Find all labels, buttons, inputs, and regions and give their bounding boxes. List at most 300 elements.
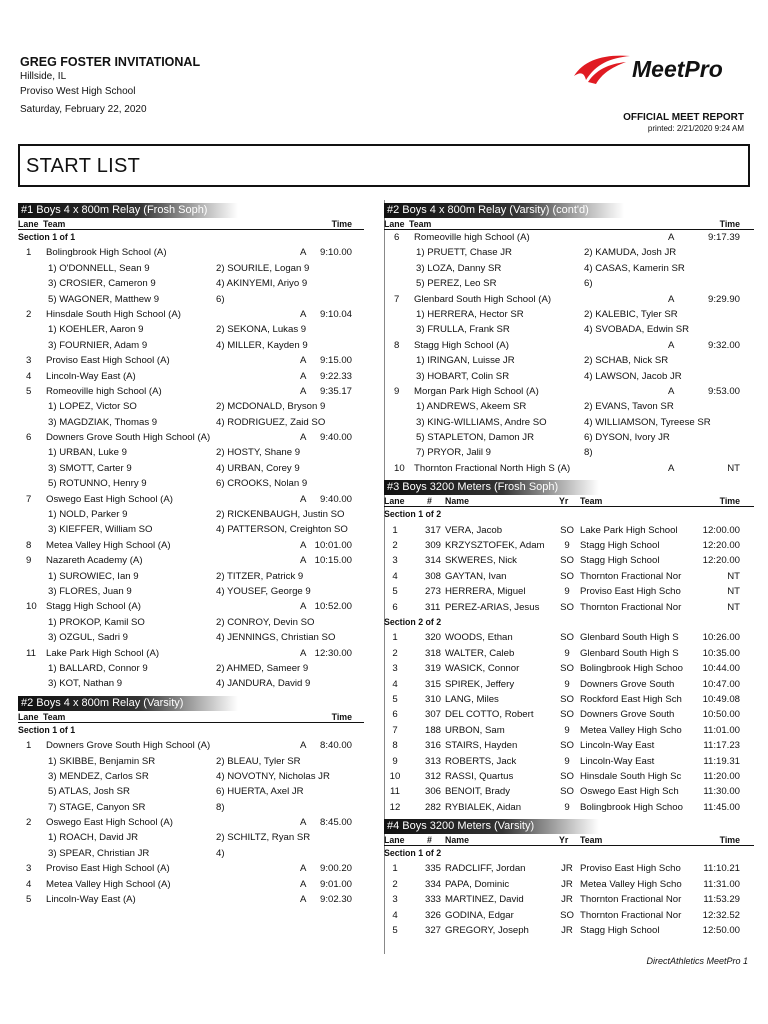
seed-time: 10:52.00 xyxy=(314,601,352,613)
athlete-left: 1) O'DONNELL, Sean 9 xyxy=(48,262,150,274)
athlete-name: BENOIT, Brady xyxy=(445,786,511,798)
col-team-header: Team xyxy=(580,835,603,846)
team-name: Hinsdale South High Sc xyxy=(580,770,682,782)
relay-letter: A xyxy=(300,647,307,659)
team-name: Proviso East High School (A) xyxy=(46,863,170,875)
athlete-name: RYBIALEK, Aidan xyxy=(445,801,522,813)
lane-number: 3 xyxy=(392,555,398,567)
athlete-right: 2) EVANS, Tavon SR xyxy=(584,401,674,413)
athlete-name: RASSI, Quartus xyxy=(445,770,514,782)
athlete-year: SO xyxy=(560,909,574,921)
bib-number: 309 xyxy=(425,540,442,552)
section-label xyxy=(18,723,364,738)
entry-row xyxy=(384,800,754,815)
relay-letter: A xyxy=(300,894,307,906)
athlete-left: 5) PEREZ, Leo SR xyxy=(416,278,497,290)
athlete-year: SO xyxy=(560,693,574,705)
athlete-row xyxy=(384,399,754,414)
seed-time: 12:32.52 xyxy=(702,909,740,921)
athlete-right: 2) SCHILTZ, Ryan SR xyxy=(216,832,311,844)
athlete-left: 5) WAGONER, Matthew 9 xyxy=(48,293,160,305)
seed-time: 9:17.39 xyxy=(707,232,740,243)
event-header: #2 Boys 4 x 800m Relay (Varsity) (cont'd) xyxy=(384,203,624,218)
relay-team-row xyxy=(18,646,364,661)
athlete-year: 9 xyxy=(564,540,570,552)
athlete-right: 4) PATTERSON, Creighton SO xyxy=(216,524,348,536)
athlete-row xyxy=(18,830,364,845)
seed-time: 9:32.00 xyxy=(707,339,740,351)
athlete-left: 3) FRULLA, Frank SR xyxy=(416,324,510,336)
athlete-left: 3) KING-WILLIAMS, Andre SO xyxy=(416,416,547,428)
athlete-left: 3) MENDEZ, Carlos SR xyxy=(48,770,149,782)
lane-number: 1 xyxy=(392,632,398,644)
relay-letter: A xyxy=(300,432,307,444)
athlete-row xyxy=(18,846,364,861)
col-lane-header: Lane xyxy=(18,219,39,229)
athlete-name: WALTER, Caleb xyxy=(445,647,515,659)
seed-time: 11:10.21 xyxy=(703,863,740,875)
entry-row xyxy=(384,569,754,584)
section-label xyxy=(18,230,364,245)
athlete-left: 1) ANDREWS, Akeem SR xyxy=(416,401,527,413)
seed-time: 12:00.00 xyxy=(702,524,740,536)
seed-time: NT xyxy=(727,462,740,474)
athlete-year: SO xyxy=(560,740,574,752)
athlete-right: 6) HUERTA, Axel JR xyxy=(216,786,304,798)
col-lane-header: Lane xyxy=(384,219,405,229)
report-label: OFFICIAL MEET REPORT xyxy=(623,112,744,123)
relay-team-row xyxy=(384,384,754,399)
athlete-right: 2) HOSTY, Shane 9 xyxy=(216,447,301,459)
relay-team-row xyxy=(18,245,364,260)
athlete-right: 2) MCDONALD, Bryson 9 xyxy=(216,401,326,413)
athlete-name: URBON, Sam xyxy=(445,724,505,736)
athlete-left: 1) PROKOP, Kamil SO xyxy=(48,616,145,628)
meet-title: GREG FOSTER INVITATIONAL xyxy=(20,55,201,69)
athlete-year: JR xyxy=(561,863,573,875)
team-name: Morgan Park High School (A) xyxy=(414,385,539,397)
seed-time: 8:40.00 xyxy=(319,740,352,752)
bib-number: 334 xyxy=(425,878,442,890)
seed-time: 12:30.00 xyxy=(314,647,352,659)
athlete-name: LANG, Miles xyxy=(445,693,499,705)
team-name: Stagg High School (A) xyxy=(46,601,141,613)
athlete-year: 9 xyxy=(564,586,570,598)
team-name: Glenbard South High School (A) xyxy=(414,293,552,305)
athlete-right: 4) WILLIAMSON, Tyreese SR xyxy=(584,416,711,428)
entry-row xyxy=(384,600,754,615)
relay-team-row xyxy=(18,553,364,568)
athlete-row xyxy=(18,322,364,337)
entry-row xyxy=(384,754,754,769)
athlete-left: 5) ATLAS, Josh SR xyxy=(48,786,130,798)
athlete-year: SO xyxy=(560,632,574,644)
seed-time: 12:20.00 xyxy=(702,555,740,567)
entry-row xyxy=(384,723,754,738)
athlete-right: 4) MILLER, Kayden 9 xyxy=(216,339,308,351)
relay-team-row xyxy=(18,430,364,445)
section-label xyxy=(384,507,754,522)
bib-number: 314 xyxy=(425,555,442,567)
col-team-header: Team xyxy=(43,711,66,722)
athlete-left: 3) CROSIER, Cameron 9 xyxy=(48,278,156,290)
athlete-row xyxy=(18,445,364,460)
athlete-year: 9 xyxy=(564,647,570,659)
athlete-right: 4) YOUSEF, George 9 xyxy=(216,585,311,597)
athlete-right: 4) JANDURA, David 9 xyxy=(216,678,311,690)
seed-time: 11:45.00 xyxy=(703,801,740,813)
athlete-right: 4) LAWSON, Jacob JR xyxy=(584,370,682,382)
entry-row xyxy=(384,661,754,676)
lane-number: 1 xyxy=(392,863,398,875)
left-column xyxy=(18,203,364,907)
athlete-left: 1) NOLD, Parker 9 xyxy=(48,509,128,521)
col-lane-header: Lane xyxy=(384,835,405,846)
athlete-row xyxy=(18,507,364,522)
team-name: Metea Valley High School (A) xyxy=(46,539,171,551)
meet-header xyxy=(20,55,200,117)
seed-time: 9:40.00 xyxy=(319,432,352,444)
team-name: Thornton Fractional Nor xyxy=(580,570,682,582)
team-name: Bolingbrook High School (A) xyxy=(46,247,167,259)
meet-date: Saturday, February 22, 2020 xyxy=(20,104,147,115)
seed-time: 10:01.00 xyxy=(314,539,352,551)
team-name: Thornton Fractional Nor xyxy=(580,909,682,921)
lane-number: 1 xyxy=(26,247,32,259)
athlete-row xyxy=(18,476,364,491)
athlete-row xyxy=(384,415,754,430)
relay-team-row xyxy=(18,353,364,368)
athlete-row xyxy=(18,754,364,769)
team-name: Lake Park High School (A) xyxy=(46,647,160,659)
lane-number: 6 xyxy=(392,709,398,721)
seed-time: 11:31.00 xyxy=(703,878,740,890)
seed-time: 9:40.00 xyxy=(319,493,352,505)
bib-number: 316 xyxy=(425,740,442,752)
page-title-box xyxy=(18,144,750,187)
col-num-header: # xyxy=(427,835,432,846)
relay-team-row xyxy=(384,230,754,245)
col-time-header: Time xyxy=(331,219,352,229)
section-text: Section 1 of 2 xyxy=(384,848,442,859)
athlete-left: 1) KOEHLER, Aaron 9 xyxy=(48,324,144,336)
athlete-year: SO xyxy=(560,709,574,721)
section-label xyxy=(384,615,754,630)
seed-time: 9:53.00 xyxy=(707,385,740,397)
athlete-right: 6) xyxy=(584,278,593,290)
team-name: Stagg High School xyxy=(580,925,660,937)
team-name: Lincoln-Way East (A) xyxy=(46,894,136,906)
athlete-name: RADCLIFF, Jordan xyxy=(445,863,526,875)
column-headers xyxy=(384,218,754,230)
athlete-name: DEL COTTO, Robert xyxy=(445,709,534,721)
bib-number: 188 xyxy=(425,724,442,736)
lane-number: 3 xyxy=(26,355,32,367)
entry-row xyxy=(384,923,754,938)
athlete-year: SO xyxy=(560,663,574,675)
lane-number: 4 xyxy=(26,878,32,890)
column-headers xyxy=(384,495,754,507)
lane-number: 6 xyxy=(26,432,32,444)
bib-number: 282 xyxy=(425,801,442,813)
athlete-name: GREGORY, Joseph xyxy=(445,925,529,937)
entry-row xyxy=(384,861,754,876)
athlete-right: 4) NOVOTNY, Nicholas JR xyxy=(216,770,330,782)
relay-team-row xyxy=(384,338,754,353)
athlete-right: 6) CROOKS, Nolan 9 xyxy=(216,478,308,490)
col-name-header: Name xyxy=(445,496,469,507)
athlete-year: 9 xyxy=(564,724,570,736)
athlete-row xyxy=(384,369,754,384)
athlete-right: 2) TITZER, Patrick 9 xyxy=(216,570,304,582)
col-time-header: Time xyxy=(719,835,740,846)
athlete-right: 2) KAMUDA, Josh JR xyxy=(584,247,677,259)
lane-number: 8 xyxy=(394,339,400,351)
relay-letter: A xyxy=(300,308,307,320)
athlete-row xyxy=(18,661,364,676)
entry-row xyxy=(384,707,754,722)
lane-number: 9 xyxy=(26,555,32,567)
seed-time: NT xyxy=(727,586,740,598)
athlete-name: PEREZ-ARIAS, Jesus xyxy=(445,601,540,613)
athlete-year: SO xyxy=(560,570,574,582)
lane-number: 7 xyxy=(394,293,400,305)
entry-row xyxy=(384,646,754,661)
column-headers xyxy=(384,834,754,846)
lane-number: 8 xyxy=(26,539,32,551)
athlete-left: 7) STAGE, Canyon SR xyxy=(48,801,146,813)
team-name: Metea Valley High Scho xyxy=(580,878,682,890)
relay-letter: A xyxy=(300,863,307,875)
athlete-left: 1) ROACH, David JR xyxy=(48,832,139,844)
lane-number: 10 xyxy=(389,770,401,782)
lane-number: 4 xyxy=(26,370,32,382)
team-name: Downers Grove South xyxy=(580,678,675,690)
relay-team-row xyxy=(18,892,364,907)
relay-letter: A xyxy=(300,493,307,505)
athlete-left: 3) SPEAR, Christian JR xyxy=(48,847,150,859)
bib-number: 273 xyxy=(425,586,442,598)
relay-team-row xyxy=(18,538,364,553)
meetpro-logo xyxy=(570,52,750,88)
athlete-left: 1) HERRERA, Hector SR xyxy=(416,308,524,320)
entry-row xyxy=(384,677,754,692)
entry-row xyxy=(384,784,754,799)
event-header: #2 Boys 4 x 800m Relay (Varsity) xyxy=(18,696,238,711)
athlete-row xyxy=(384,261,754,276)
lane-number: 2 xyxy=(26,308,32,320)
relay-team-row xyxy=(18,599,364,614)
seed-time: 10:49.08 xyxy=(702,693,740,705)
entry-row xyxy=(384,877,754,892)
athlete-row xyxy=(18,461,364,476)
section-text: Section 1 of 1 xyxy=(18,232,76,242)
entry-row xyxy=(384,538,754,553)
team-name: Proviso East High Scho xyxy=(580,586,681,598)
seed-time: 11:17.23 xyxy=(703,740,740,752)
athlete-row xyxy=(18,415,364,430)
athlete-row xyxy=(384,445,754,460)
athlete-left: 1) URBAN, Luke 9 xyxy=(48,447,127,459)
athlete-right: 2) AHMED, Sameer 9 xyxy=(216,662,309,674)
athlete-row xyxy=(18,800,364,815)
athlete-name: KRZYSZTOFEK, Adam xyxy=(445,540,545,552)
seed-time: 10:44.00 xyxy=(702,663,740,675)
athlete-left: 5) STAPLETON, Damon JR xyxy=(416,432,535,444)
report-info xyxy=(623,112,744,133)
relay-letter: A xyxy=(668,385,675,397)
athlete-year: 9 xyxy=(564,755,570,767)
athlete-right: 6) xyxy=(216,293,225,305)
entry-row xyxy=(384,553,754,568)
team-name: Glenbard South High S xyxy=(580,647,679,659)
bib-number: 320 xyxy=(425,632,442,644)
bib-number: 327 xyxy=(425,925,442,937)
athlete-right: 2) SOURILE, Logan 9 xyxy=(216,262,310,274)
col-team-header: Team xyxy=(409,219,432,229)
lane-number: 1 xyxy=(392,524,398,536)
team-name: Thornton Fractional Nor xyxy=(580,601,682,613)
athlete-row xyxy=(384,245,754,260)
lane-number: 1 xyxy=(26,740,32,752)
section-label xyxy=(384,846,754,861)
relay-team-row xyxy=(18,492,364,507)
entry-row xyxy=(384,523,754,538)
bib-number: 310 xyxy=(425,693,442,705)
lane-number: 5 xyxy=(26,385,32,397)
team-name: Metea Valley High Scho xyxy=(580,724,682,736)
col-name-header: Name xyxy=(445,835,469,846)
lane-number: 10 xyxy=(26,601,37,613)
athlete-year: JR xyxy=(561,878,573,890)
bib-number: 307 xyxy=(425,709,442,721)
entry-row xyxy=(384,738,754,753)
col-yr-header: Yr xyxy=(559,496,569,507)
bib-number: 318 xyxy=(425,647,442,659)
meet-venue: Proviso West High School xyxy=(20,86,136,97)
team-name: Oswego East High School (A) xyxy=(46,817,173,829)
relay-letter: A xyxy=(668,462,675,474)
bib-number: 312 xyxy=(425,770,442,782)
seed-time: 9:22.33 xyxy=(319,370,352,382)
team-name: Romeoville high School (A) xyxy=(46,385,162,397)
event-header: #3 Boys 3200 Meters (Frosh Soph) xyxy=(384,480,599,495)
athlete-row xyxy=(18,338,364,353)
section-text: Section 2 of 2 xyxy=(384,616,442,627)
lane-number: 12 xyxy=(389,801,401,813)
athlete-right: 2) CONROY, Devin SO xyxy=(216,616,315,628)
team-name: Lincoln-Way East xyxy=(580,740,655,752)
team-name: Hinsdale South High School (A) xyxy=(46,308,181,320)
lane-number: 5 xyxy=(392,586,398,598)
team-name: Downers Grove South High School (A) xyxy=(46,432,211,444)
athlete-right: 4) xyxy=(216,847,225,859)
lane-number: 6 xyxy=(392,601,398,613)
athlete-row xyxy=(18,292,364,307)
footer: DirectAthletics MeetPro 1 xyxy=(646,956,748,966)
lane-number: 4 xyxy=(392,570,398,582)
seed-time: 11:30.00 xyxy=(703,786,740,798)
relay-letter: A xyxy=(300,878,307,890)
team-name: Bolingbrook High Schoo xyxy=(580,801,683,813)
athlete-year: SO xyxy=(560,786,574,798)
lane-number: 2 xyxy=(392,878,398,890)
relay-letter: A xyxy=(300,247,307,259)
page-title: START LIST xyxy=(26,155,141,177)
athlete-row xyxy=(18,522,364,537)
lane-number: 5 xyxy=(392,925,398,937)
entry-row xyxy=(384,769,754,784)
relay-letter: A xyxy=(300,539,307,551)
athlete-right: 4) AKINYEMI, Ariyo 9 xyxy=(216,278,308,290)
athlete-right: 2) BLEAU, Tyler SR xyxy=(216,755,301,767)
lane-number: 7 xyxy=(26,493,32,505)
seed-time: NT xyxy=(727,570,740,582)
event-header: #1 Boys 4 x 800m Relay (Frosh Soph) xyxy=(18,203,238,218)
athlete-name: ROBERTS, Jack xyxy=(445,755,517,767)
lane-number: 9 xyxy=(392,755,398,767)
athlete-row xyxy=(18,399,364,414)
athlete-name: STAIRS, Hayden xyxy=(445,740,518,752)
athlete-left: 3) KOT, Nathan 9 xyxy=(48,678,123,690)
athlete-right: 2) RICKENBAUGH, Justin SO xyxy=(216,509,345,521)
lane-number: 11 xyxy=(26,647,36,659)
seed-time: 12:20.00 xyxy=(702,540,740,552)
bib-number: 308 xyxy=(425,570,442,582)
athlete-right: 6) DYSON, Ivory JR xyxy=(584,432,670,444)
bib-number: 306 xyxy=(425,786,442,798)
seed-time: 11:53.29 xyxy=(703,894,740,906)
relay-letter: A xyxy=(300,355,307,367)
relay-team-row xyxy=(384,292,754,307)
seed-time: 11:20.00 xyxy=(703,770,740,782)
team-name: Lincoln-Way East (A) xyxy=(46,370,136,382)
athlete-row xyxy=(18,769,364,784)
right-column xyxy=(384,203,754,938)
entry-row xyxy=(384,584,754,599)
athlete-left: 1) PRUETT, Chase JR xyxy=(416,247,512,259)
event-header: #4 Boys 3200 Meters (Varsity) xyxy=(384,819,599,834)
seed-time: 9:29.90 xyxy=(707,293,740,305)
athlete-left: 3) FOURNIER, Adam 9 xyxy=(48,339,148,351)
lane-number: 6 xyxy=(394,232,400,243)
team-name: Nazareth Academy (A) xyxy=(46,555,143,567)
relay-team-row xyxy=(18,861,364,876)
seed-time: 9:10.00 xyxy=(319,247,352,259)
bib-number: 333 xyxy=(425,894,442,906)
relay-team-row xyxy=(384,461,754,476)
athlete-left: 3) KIEFFER, William SO xyxy=(48,524,153,536)
bib-number: 317 xyxy=(425,524,442,536)
seed-time: 11:19.31 xyxy=(703,755,740,767)
athlete-left: 1) LOPEZ, Victor SO xyxy=(48,401,137,413)
entry-row xyxy=(384,892,754,907)
entry-row xyxy=(384,692,754,707)
col-yr-header: Yr xyxy=(559,835,569,846)
entry-row xyxy=(384,908,754,923)
lane-number: 3 xyxy=(392,894,398,906)
athlete-right: 4) CASAS, Kamerin SR xyxy=(584,262,685,274)
athlete-year: 9 xyxy=(564,801,570,813)
athlete-right: 2) KALEBIC, Tyler SR xyxy=(584,308,678,320)
relay-letter: A xyxy=(300,555,307,567)
seed-time: 9:10.04 xyxy=(319,308,352,320)
relay-letter: A xyxy=(668,293,675,305)
athlete-year: JR xyxy=(561,925,573,937)
bib-number: 335 xyxy=(425,863,442,875)
logo-swoosh-icon xyxy=(570,52,634,86)
bib-number: 319 xyxy=(425,663,442,675)
